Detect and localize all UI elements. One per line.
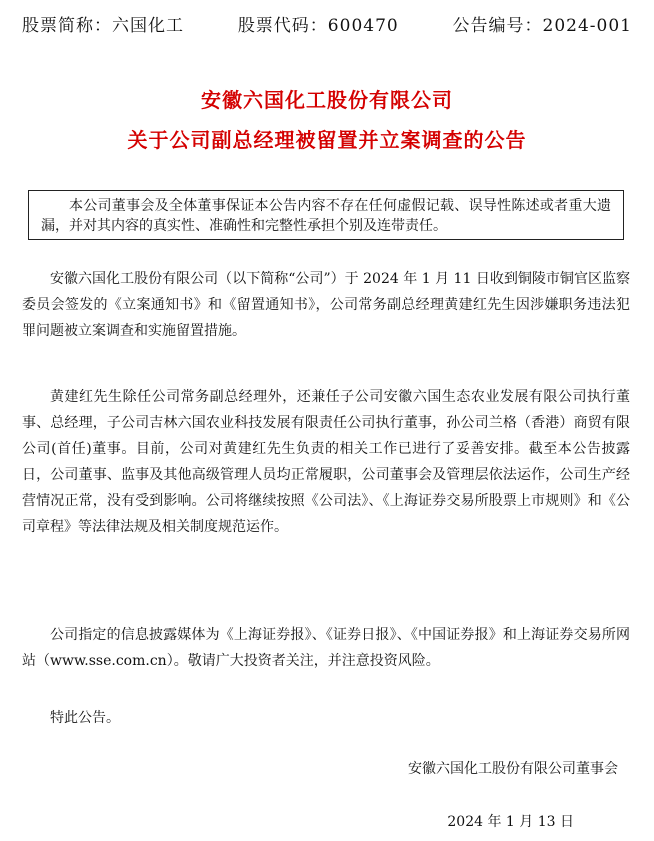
announcement-number: 公告编号：2024-001 bbox=[452, 15, 632, 36]
paragraph-3: 公司指定的信息披露媒体为《上海证券报》、《证券日报》、《中国证券报》和上海证券交易所网站（www.sse.com.cn）。敬请广大投资者关注，并注意投资风险。 bbox=[22, 627, 630, 669]
paragraph-1: 安徽六国化工股份有限公司（以下简称“公司”）于 2024 年 1 月 11 日收到铜陵市铜官区监察委员会签发的《立案通知书》和《留置通知书》，公司常务副总经理黄建红先生因涉嫌职务违法犯罪问题被立案调查和实施留置措施。 bbox=[22, 271, 630, 339]
company-title: 安徽六国化工股份有限公司 bbox=[201, 88, 453, 112]
stock-abbreviation: 股票简称：六国化工 bbox=[22, 15, 184, 36]
document-header bbox=[22, 10, 632, 36]
paragraph-2: 黄建红先生除任公司常务副总经理外，还兼任子公司安徽六国生态农业发展有限公司执行董事、总经理，子公司吉林六国农业科技发展有限责任公司执行董事，孙公司兰格（香港）商贸有限公司(首任)董事。目前，公司对黄建红先生负责的相关工作已进行了妥善安排。截至本公告披露日，公司董事、监事及其他高级管理人员均正常履职，公司董事会及管理层依法运作，公司生产经营情况正常，没有受到影响。公司将继续按照《公司法》、《上海证券交易所股票上市规则》和《公司章程》等法律法规及相关制度规范运作。 bbox=[22, 389, 630, 535]
stock-code: 股票代码：600470 bbox=[237, 15, 399, 36]
announcement-title: 关于公司副总经理被留置并立案调查的公告 bbox=[127, 128, 527, 152]
closing-statement: 特此公告。 bbox=[50, 710, 120, 726]
announcement-date: 2024 年 1 月 13 日 bbox=[447, 814, 574, 830]
signature: 安徽六国化工股份有限公司董事会 bbox=[408, 761, 618, 777]
board-declaration-box: 本公司董事会及全体董事保证本公告内容不存在任何虚假记载、误导性陈述或者重大遗漏，并对其内容的真实性、准确性和完整性承担个别及连带责任。 bbox=[28, 190, 624, 240]
